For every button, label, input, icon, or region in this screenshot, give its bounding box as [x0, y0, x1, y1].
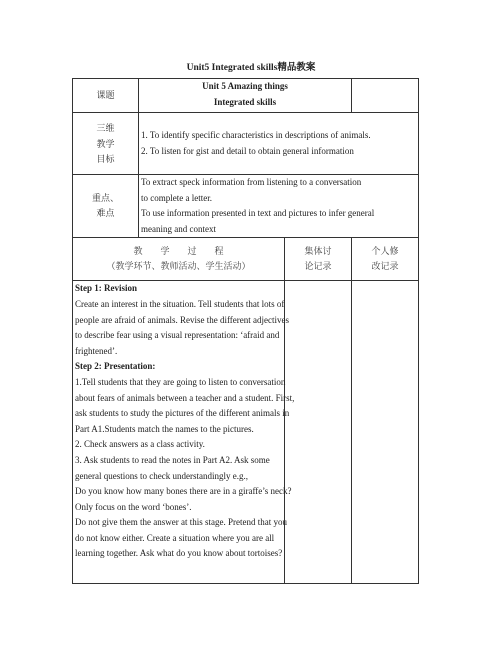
group-discussion-line-2: 论记录: [304, 261, 332, 272]
objectives-label-line-1: 三维: [96, 123, 115, 134]
key-points-label-line-2: 难点: [96, 208, 115, 219]
process-header-row: [73, 238, 419, 281]
content-line: ask students to study the pictures of the different animals in: [75, 408, 290, 419]
content-line: do not know either. Create a situation where you are all: [75, 532, 275, 543]
content-line: Only focus on the word ‘bones’.: [75, 501, 192, 512]
content-line: frightened’.: [75, 345, 118, 356]
process-subtitle: （教学环节、教师活动、学生活动）: [106, 261, 251, 272]
key-point-line-2: to complete a letter.: [141, 192, 212, 203]
key-points-label-line-1: 重点、: [91, 192, 119, 203]
step-heading: Step 1: Revision: [75, 283, 138, 294]
process-content: [75, 281, 295, 562]
content-line: Create an interest in the situation. Tell students that lots of: [75, 298, 285, 309]
process-content-cell: [73, 281, 295, 584]
group-discussion-header: [285, 238, 352, 281]
key-point-line-3: To use information presented in text and pictures to infer general: [141, 208, 375, 219]
topic-cell: [139, 79, 352, 113]
topic-label: 课题: [73, 79, 139, 113]
content-line: 3. Ask students to read the notes in Part A2. Ask some: [75, 454, 270, 465]
content-line: Do you know how many bones there are in a giraffe’s neck?: [75, 486, 292, 497]
personal-revision-notes: [352, 281, 419, 584]
content-line: Part A1.Students match the names to the pictures.: [75, 423, 254, 434]
lesson-plan-table: [72, 78, 419, 584]
content-line: learning together. Ask what do you know about tortoises?: [75, 548, 283, 559]
step-heading: Step 2: Presentation:: [75, 361, 156, 372]
key-points-label: [73, 175, 139, 238]
personal-revision-header: [352, 238, 419, 281]
objectives-label-line-3: 目标: [96, 154, 115, 165]
objective-1: 1. To identify specific characteristics in descriptions of animals.: [141, 129, 371, 140]
content-line: 1.Tell students that they are going to listen to conversation: [75, 376, 286, 387]
topic-empty-cell: [352, 79, 419, 113]
key-points-row: [73, 175, 419, 238]
objective-2: 2. To listen for gist and detail to obtain general information: [141, 145, 354, 156]
process-header: [73, 238, 285, 281]
personal-revision-line-1: 个人修: [371, 245, 399, 256]
process-content-row: [73, 281, 419, 584]
content-line: to describe fear using a visual representation: ‘afraid and: [75, 330, 280, 341]
objectives-label-line-2: 教学: [96, 138, 115, 149]
process-title: 教 学 过 程: [133, 245, 224, 256]
group-discussion-notes: [285, 281, 352, 584]
page-title: Unit5 Integrated skills精品教案: [186, 63, 316, 73]
topic-line-2: Integrated skills: [213, 96, 277, 107]
key-point-line-1: To extract speck information from listening to a conversation: [141, 177, 362, 187]
content-line: Do not give them the answer at this stage. Pretend that you: [75, 517, 287, 528]
key-points-cell: [139, 175, 419, 238]
personal-revision-line-2: 改记录: [371, 261, 399, 272]
content-line: general questions to check understandingly e.g.,: [75, 470, 248, 481]
topic-row: [73, 79, 419, 113]
topic-line-1: Unit 5 Amazing things: [202, 81, 288, 91]
objectives-cell: [139, 113, 419, 175]
objectives-label: [73, 113, 139, 175]
key-point-line-4: meaning and context: [141, 223, 216, 234]
objectives-row: [73, 113, 419, 175]
group-discussion-line-1: 集体讨: [304, 245, 332, 256]
content-line: about fears of animals between a teacher and a student. First,: [75, 392, 295, 403]
content-line: people are afraid of animals. Revise the different adjectives: [75, 314, 289, 325]
content-line: 2. Check answers as a class activity.: [75, 439, 205, 450]
